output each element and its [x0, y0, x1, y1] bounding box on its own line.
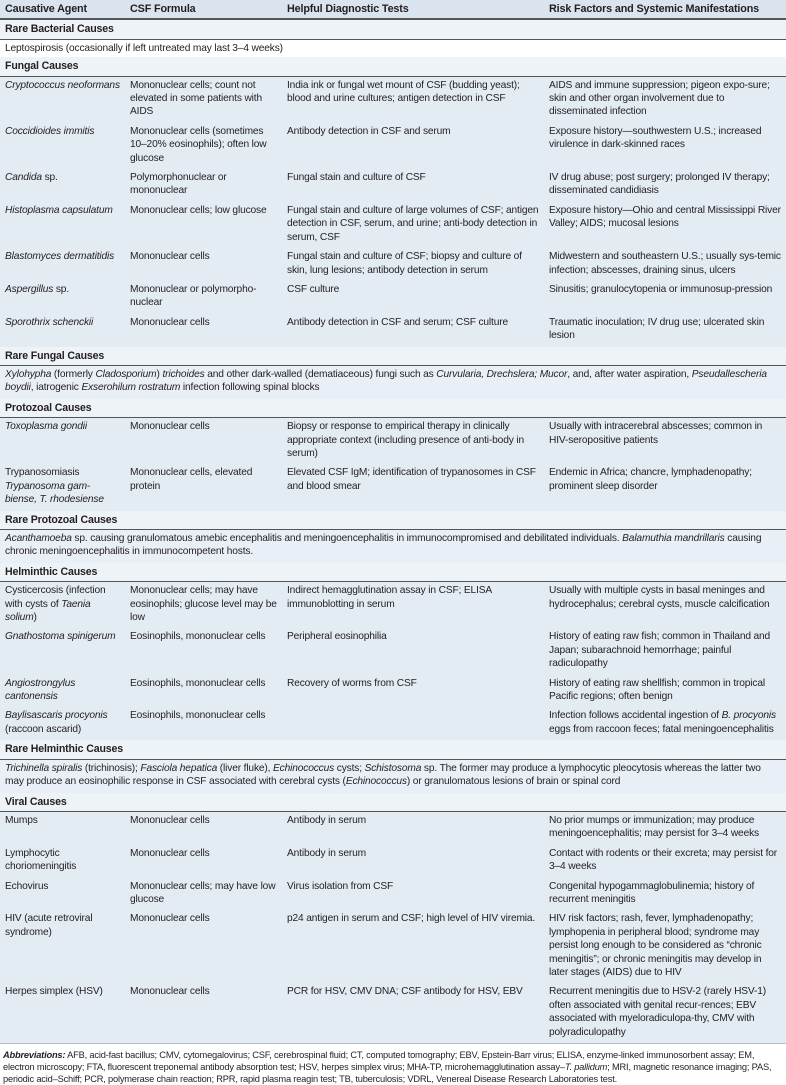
text-plain: ) or granulomatous lesions of brain or spinal cord [406, 776, 621, 788]
table-row [0, 39, 786, 57]
agent-name: Histoplasma capsulatum [5, 204, 113, 216]
tests-cell: Fungal stain and culture of large volumes of CSF; antigen detection in CSF, serum, and urine; anti-body detection in serum, CSF [282, 202, 544, 248]
header-csf-formula: CSF Formula [125, 0, 282, 19]
table-row [0, 281, 786, 314]
tests-cell: Biopsy or response to empirical therapy in clinically appropriate context (including presence of anti-body in serum) [282, 418, 544, 465]
agent-name: Angiostrongylus cantonensis [5, 677, 76, 703]
footnote-text: ; MRI, magnetic resonance imaging; PAS, periodic acid–Schiff; PCR, polymerase chain reaction; RPR, rapid plasma reagin test; TB, tuberculosis; VDRL, Venereal Disease Research Laboratories test. [3, 1062, 772, 1084]
agent-cell [0, 628, 125, 674]
text-italic: Exserohilum rostratum [81, 382, 181, 394]
agent-species: Trypanosoma gam-biense, T. rhodesiense [5, 480, 104, 506]
agent-name: Cryptococcus neoformans [5, 79, 120, 91]
tests-cell: India ink or fungal wet mount of CSF (budding yeast); blood and urine cultures; antigen detection in CSF [282, 76, 544, 123]
risk-cell: Usually with multiple cysts in basal meninges and hydrocephalus; cerebral cysts, muscle calcification [544, 582, 786, 629]
tests-cell: Fungal stain and culture of CSF [282, 169, 544, 202]
agent-cell: Herpes simplex (HSV) [0, 983, 125, 1043]
text-italic: Trichinella spiralis [5, 762, 83, 774]
text-italic: Curvularia, Drechslera; Mucor [436, 368, 568, 380]
risk-cell: Endemic in Africa; chancre, lymphadenopathy; prominent sleep disorder [544, 464, 786, 510]
table-row [0, 582, 786, 629]
text-italic: Pseudallescheria boydii [5, 368, 767, 394]
tests-cell: Antibody detection in CSF and serum [282, 123, 544, 169]
agent-name: Blastomyces dermatitidis [5, 251, 115, 263]
text-italic: Echinococcus [345, 776, 407, 788]
rare-protozoal-text [0, 530, 786, 563]
text-plain: eggs from raccoon feces; fatal meningoencephalitis [549, 723, 774, 735]
risk-cell: Traumatic inoculation; IV drug use; ulcerated skin lesion [544, 314, 786, 347]
agent-suffix: (raccoon ascarid) [5, 723, 82, 735]
tests-cell: PCR for HSV, CMV DNA; CSF antibody for HSV, EBV [282, 983, 544, 1043]
csf-cell: Eosinophils, mononuclear cells [125, 675, 282, 708]
agent-cell: Echovirus [0, 878, 125, 911]
agent-name: Baylisascaris procyonis [5, 710, 108, 722]
risk-cell: Usually with intracerebral abscesses; common in HIV-seropositive patients [544, 418, 786, 465]
text-plain: cysts; [334, 762, 365, 774]
risk-cell: No prior mumps or immunization; may produce meningoencephalitis; may persist for 3–4 weeks [544, 811, 786, 844]
table-row [0, 878, 786, 911]
agent-name: Trypanosomiasis [5, 467, 80, 479]
table-row [0, 530, 786, 563]
tests-cell: Indirect hemagglutination assay in CSF; ELISA immunoblotting in serum [282, 582, 544, 629]
table-row [0, 759, 786, 792]
rare-fungal-text [0, 365, 786, 398]
risk-cell: Exposure history—Ohio and central Mississippi River Valley; AIDS; mucosal lesions [544, 202, 786, 248]
text-italic: Echinococcus [273, 762, 335, 774]
tests-cell: Antibody detection in CSF and serum; CSF culture [282, 314, 544, 347]
agent-suffix: sp. [53, 283, 70, 295]
csf-cell: Mononuclear cells [125, 811, 282, 844]
risk-cell: Contact with rodents or their excreta; may persist for 3–4 weeks [544, 845, 786, 878]
agent-cell [0, 675, 125, 708]
csf-cell: Mononuclear cells (sometimes 10–20% eosinophils); often low glucose [125, 123, 282, 169]
text-plain: infection following spinal blocks [180, 382, 320, 394]
section-protozoal [0, 399, 786, 418]
csf-cell: Polymorphonuclear or mononuclear [125, 169, 282, 202]
agent-cell: HIV (acute retroviral syndrome) [0, 910, 125, 983]
section-rare-protozoal [0, 511, 786, 530]
section-rare-bacterial [0, 19, 786, 39]
tests-cell: CSF culture [282, 281, 544, 314]
tests-cell: Recovery of worms from CSF [282, 675, 544, 708]
section-title: Helminthic Causes [0, 563, 786, 582]
table-row [0, 123, 786, 169]
csf-cell: Mononuclear cells; may have low glucose [125, 878, 282, 911]
section-title: Rare Bacterial Causes [0, 19, 786, 39]
csf-cell: Mononuclear cells; low glucose [125, 202, 282, 248]
tests-cell: Fungal stain and culture of CSF; biopsy and culture of skin, lung lesions; antibody detection in serum [282, 248, 544, 281]
tests-cell: p24 antigen in serum and CSF; high level of HIV viremia. [282, 910, 544, 983]
agent-name: Coccidioides immitis [5, 125, 95, 137]
text-italic: B. procyonis [721, 710, 776, 722]
agent-cell [0, 418, 125, 465]
section-rare-fungal [0, 347, 786, 366]
agent-cell [0, 281, 125, 314]
section-title: Protozoal Causes [0, 399, 786, 418]
table-row [0, 169, 786, 202]
agent-cell [0, 76, 125, 123]
risk-cell: Sinusitis; granulocytopenia or immunosup-pression [544, 281, 786, 314]
section-title: Viral Causes [0, 793, 786, 812]
table-row [0, 365, 786, 398]
table-row [0, 910, 786, 983]
section-title: Rare Helminthic Causes [0, 740, 786, 759]
text-plain: , and, after water aspiration, [567, 368, 692, 380]
tests-cell: Antibody in serum [282, 811, 544, 844]
text-italic: Schistosoma [364, 762, 422, 774]
csf-cell: Mononuclear cells [125, 248, 282, 281]
table-row [0, 707, 786, 740]
table-row [0, 464, 786, 510]
agent-cell [0, 248, 125, 281]
table-row [0, 675, 786, 708]
risk-cell: Congenital hypogammaglobulinemia; history of recurrent meningitis [544, 878, 786, 911]
abbreviations-footnote [0, 1044, 786, 1085]
csf-cell: Mononuclear cells [125, 983, 282, 1043]
csf-cell: Mononuclear cells [125, 418, 282, 465]
agent-name: Aspergillus [5, 283, 54, 295]
header-causative-agent: Causative Agent [0, 0, 125, 19]
footnote-italic: T. pallidum [564, 1062, 608, 1072]
agent-cell [0, 169, 125, 202]
table-row [0, 628, 786, 674]
csf-cell: Mononuclear cells [125, 910, 282, 983]
section-helminthic [0, 563, 786, 582]
tests-cell [282, 707, 544, 740]
tests-cell: Elevated CSF IgM; identification of trypanosomes in CSF and blood smear [282, 464, 544, 510]
csf-cell: Mononuclear cells, elevated protein [125, 464, 282, 510]
agent-cell: Lymphocytic choriomeningitis [0, 845, 125, 878]
text-italic: Balamuthia mandrillaris [622, 533, 725, 544]
risk-cell: Recurrent meningitis due to HSV-2 (rarely HSV-1) often associated with genital recur-rences; EBV associated with myeloradiculopa-thy, CMV with polyradiculopathy [544, 983, 786, 1043]
agent-name: Cysticercosis (infection with cysts of [5, 585, 106, 610]
footnote-label: Abbreviations: [3, 1050, 66, 1060]
csf-cell: Eosinophils, mononuclear cells [125, 628, 282, 674]
text-plain: , iatrogenic [30, 382, 82, 394]
footnote-text: AFB, acid-fast bacillus; CMV, cytomegalovirus; CSF, cerebrospinal fluid; CT, computed tomography; EBV, Epstein-Barr virus; ELISA, enzyme-linked immunosorbent assay; EM, electron microscopy; FTA, fluorescent treponemal antibody absorption test; HSV, herpes simplex virus; MHA-TP, microhemagglutination assay– [3, 1050, 755, 1072]
text-plain: ) [156, 368, 163, 380]
csf-cell: Mononuclear cells [125, 845, 282, 878]
agent-suffix: sp. [41, 172, 58, 184]
text-italic: Xylohypha [5, 368, 52, 380]
section-fungal [0, 57, 786, 76]
csf-cell: Mononuclear or polymorpho-nuclear [125, 281, 282, 314]
tests-cell: Virus isolation from CSF [282, 878, 544, 911]
section-rare-helminthic [0, 740, 786, 759]
text-plain: sp. causing granulomatous amebic encephalitis and meningoencephalitis in immunocompromised and debilitated individuals. [71, 533, 623, 544]
tests-cell: Antibody in serum [282, 845, 544, 878]
table-row [0, 202, 786, 248]
agent-name: Toxoplasma gondii [5, 421, 88, 433]
agent-species: Taenia solium [5, 598, 91, 624]
header-risk-factors: Risk Factors and Systemic Manifestations [544, 0, 786, 19]
section-title: Rare Protozoal Causes [0, 511, 786, 530]
risk-cell: Exposure history—southwestern U.S.; increased virulence in dark-skinned races [544, 123, 786, 169]
table-row [0, 845, 786, 878]
text-plain: causing chronic meningoencephalitis in immunocompetent hosts. [5, 533, 762, 558]
table-row [0, 811, 786, 844]
table-row [0, 248, 786, 281]
agent-cell [0, 707, 125, 740]
text-italic: Cladosporium [95, 368, 157, 380]
risk-cell [544, 707, 786, 740]
agent-cell [0, 123, 125, 169]
text-plain: (liver fluke), [217, 762, 274, 774]
text-italic: Acanthamoeba [5, 533, 72, 544]
table-row [0, 76, 786, 123]
header-diagnostic-tests: Helpful Diagnostic Tests [282, 0, 544, 19]
text-plain: (trichinosis); [82, 762, 141, 774]
text-plain: sp. The former may produce a lymphocytic pleocytosis whereas the latter two may produce an eosinophilic response in CSF associated with cerebral cysts ( [5, 762, 761, 788]
section-title: Rare Fungal Causes [0, 347, 786, 366]
csf-cell: Mononuclear cells; count not elevated in some patients with AIDS [125, 76, 282, 123]
agent-name: Gnathostoma spinigerum [5, 631, 116, 643]
agent-cell [0, 314, 125, 347]
tests-cell: Peripheral eosinophilia [282, 628, 544, 674]
section-viral [0, 793, 786, 812]
text-plain: and other dark-walled (dematiaceous) fungi such as [204, 368, 437, 380]
rare-helminthic-text [0, 759, 786, 792]
csf-cell: Mononuclear cells; may have eosinophils; glucose level may be low [125, 582, 282, 629]
risk-cell: Midwestern and southeastern U.S.; usually sys-temic infection; abscesses, draining sinus, ulcers [544, 248, 786, 281]
risk-cell: History of eating raw shellfish; common in tropical Pacific regions; often benign [544, 675, 786, 708]
table-row [0, 983, 786, 1043]
agent-cell: Mumps [0, 811, 125, 844]
section-title: Fungal Causes [0, 57, 786, 76]
text-plain: Infection follows accidental ingestion of [549, 710, 722, 722]
agent-suffix: ) [33, 612, 37, 624]
risk-cell: History of eating raw fish; common in Thailand and Japan; subarachnoid hemorrhage; painful radiculopathy [544, 628, 786, 674]
table-header-row [0, 0, 786, 19]
table-row [0, 314, 786, 347]
rare-bacterial-text: Leptospirosis (occasionally if left untreated may last 3–4 weeks) [0, 39, 786, 57]
csf-cell: Mononuclear cells [125, 314, 282, 347]
risk-cell: AIDS and immune suppression; pigeon expo-sure; skin and other organ involvement due to disseminated infection [544, 76, 786, 123]
table-row [0, 418, 786, 465]
agent-name: Candida [5, 172, 42, 184]
text-italic: trichoides [162, 368, 205, 380]
risk-cell: HIV risk factors; rash, fever, lymphadenopathy; lymphopenia in peripheral blood; syndrome may persist long enough to be considered as “chronic meningitis”; or chronic meningitis may develop in later stages (AIDS) due to HIV [544, 910, 786, 983]
agent-cell [0, 582, 125, 629]
risk-cell: IV drug abuse; post surgery; prolonged IV therapy; disseminated candidiasis [544, 169, 786, 202]
agent-cell [0, 202, 125, 248]
csf-cell: Eosinophils, mononuclear cells [125, 707, 282, 740]
text-plain: (formerly [51, 368, 96, 380]
agent-cell [0, 464, 125, 510]
text-italic: Fasciola hepatica [140, 762, 218, 774]
agent-name: Sporothrix schenckii [5, 316, 94, 328]
